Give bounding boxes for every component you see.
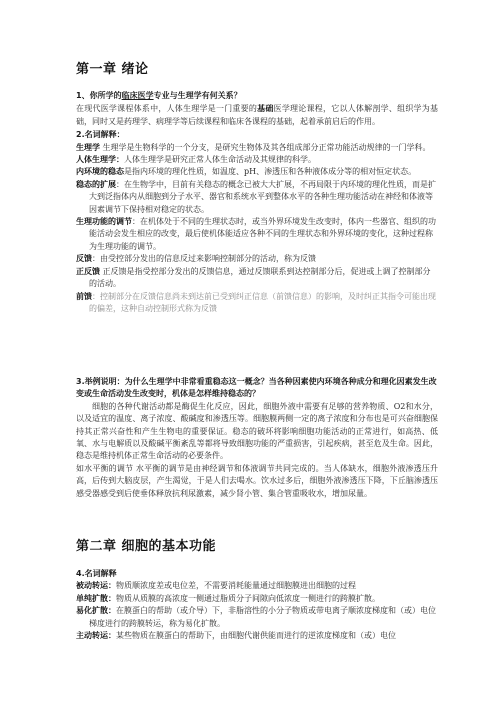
question-3-block [76, 376, 438, 500]
term-definition: 正反馈是指受控部分发出的反馈信息，通过反馈联系到达控制部分后，促进或上调了控制部分的活动。 [89, 266, 431, 289]
chapter-1-body [76, 90, 438, 315]
term-entry [76, 266, 438, 291]
term-name: 反馈 [76, 254, 92, 264]
question-1-link[interactable]: 临床医学 [121, 91, 154, 100]
question-3-heading: 3.举例说明：为什么生理学中非常看重稳态这一概念？当各种因素使内环境各种成分和理化因素发生改变或生命活动发生改变时，机体是怎样维持稳态的？ [76, 377, 437, 399]
question-2-heading: 2.名词解释： [76, 130, 125, 140]
term-entry [76, 216, 438, 253]
answer-1-text-a: 在现代医学课程体系中，人体生理学是一门重要的 [76, 104, 258, 114]
term-entry [76, 605, 438, 630]
term-definition: 生理学是生物科学的一个分支，是研究生物体及其各组成部分正常功能活动规律的一门学科。 [100, 142, 431, 152]
term-definition: 某些物质在膜蛋白的帮助下，由细胞代谢供能而进行的逆浓度梯度和（或）电位 [116, 631, 396, 641]
term-definition: ：在生物学中，目前有关稳态的概念已被大大扩展，不再局限于内环境的理化性质，而是扩大到泛指体内从细胞到分子水平、器官和系统水平到整体水平的各种生理功能活动在神经和体液等因素调节下保持相对稳定的状态。 [89, 179, 436, 214]
question-1-answer [76, 102, 438, 128]
term-entry [76, 166, 438, 178]
term-name: 前馈 [76, 291, 92, 301]
term-name: 单纯扩散： [76, 593, 116, 603]
question-1 [76, 90, 438, 102]
term-name: 主动转运： [76, 631, 116, 641]
term-definition: 人体生理学是研究正常人体生命活动及其规律的科学。 [124, 155, 316, 165]
term-entry [76, 179, 438, 216]
term-definition: ：在机体处于不同的生理状态时，或当外界环境发生改变时，体内一些器官、组织的功能活动会发生相应的改变，最后使机体能适应各种不同的生理状态和外界环境的变化，这种过程称为生理功能的调节。 [89, 217, 436, 251]
term-definition: ：控制部分在反馈信息尚未到达前已受到纠正信息（前馈信息）的影响，及时纠正其指令可能出现的偏差，这种自动控制形式称为反馈 [89, 291, 436, 313]
term-name: 生理学 [76, 142, 100, 152]
question-4-heading: 4.名词解释 [76, 569, 117, 578]
term-entry [76, 142, 438, 154]
term-entry [76, 580, 438, 592]
question-1-prefix: 1、你所学的 [76, 91, 122, 100]
term-definition: 在膜蛋白的帮助（或介导）下，非脂溶性的小分子物质或带电离子顺浓度梯度和（或）电位梯度进行的跨膜转运，称为易化扩散。 [89, 606, 436, 628]
term-name: 生理功能的调节 [76, 217, 132, 227]
term-name: 稳态的扩展 [76, 179, 116, 189]
question-3-paragraph-1: 细胞的各种代谢活动都是酶促生化反应，因此，细胞外液中需要有足够的营养物质、O2和水分，以及适宜的温度、离子浓度、酸碱度和渗透压等。细胞膜两侧一定的离子浓度和分布也是可兴奋细胞保持其正常兴奋性和产生生物电的重要保证。稳态的破坏将影响细胞功能活动的正常进行，如高热、低氧、水与电解质以及酸碱平衡紊乱等都将导致细胞功能的严重损害，引起疾病，甚至危及生命。因此，稳态是维持机体正常生命活动的必要条件。 [76, 401, 438, 461]
term-definition: 是指内环境的理化性质，如温度、pH、渗透压和各种液体成分等的相对恒定状态。 [124, 167, 417, 177]
answer-1-bold: 基础 [257, 103, 274, 114]
term-entry [76, 630, 438, 642]
term-name: 正反馈 [76, 266, 100, 276]
term-entry [76, 253, 438, 265]
term-name: 易化扩散： [76, 606, 116, 616]
term-entry [76, 593, 438, 605]
question-3-paragraph-2: 如水平衡的调节 水平衡的调节是由神经调节和体液调节共同完成的。当人体缺水，细胞外液渗透压升高，后传到大脑皮层，产生渴觉，于是人们去喝水。饮水过多后，细胞外液渗透压下降，下丘脑渗透压感受器感受到后使垂体释放抗利尿激素，减少肾小管、集合管重吸收水，增加尿量。 [76, 463, 438, 498]
term-entry [76, 154, 438, 166]
answer-1-text-b: 医学理论课程，它以人体解剖学、组织学为基础，同时又是药理学、病理学等后续课程和临床各课程的基础，起着承前启后的作用。 [76, 104, 439, 126]
term-name: 被动转运： [76, 581, 116, 591]
term-name: 内环境的稳态 [76, 167, 124, 177]
term-definition: 物质从质膜的高浓度一侧通过脂质分子间隙向低浓度一侧进行的跨膜扩散。 [116, 593, 380, 603]
term-definition: 物质顺浓度差或电位差，不需要消耗能量通过细胞膜进出细胞的过程 [116, 581, 356, 591]
term-entry [76, 291, 438, 316]
term-definition: ：由受控部分发出的信息反过来影响控制部分的活动，称为反馈 [92, 254, 316, 264]
chapter-2-body [76, 568, 438, 642]
term-name: 人体生理学： [76, 155, 124, 165]
chapter-2-title: 第二章 细胞的基本功能 [76, 539, 217, 554]
question-1-suffix: 专业与生理学有何关系？ [153, 91, 242, 100]
chapter-1-title: 第一章 绪论 [76, 62, 149, 77]
